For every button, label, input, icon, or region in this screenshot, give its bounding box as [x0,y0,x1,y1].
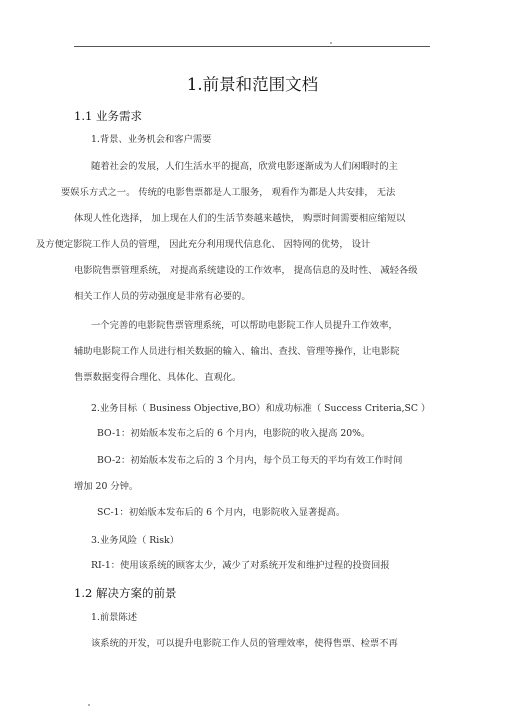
bo-2-continuation: 增加 20 分钟。 [74,481,139,492]
body-line: 电影院售票管理系统， 对提高系统建设的工作效率， 提高信息的及时性、 减轻各级 [74,265,418,276]
bo-2-item: BO-2：初始版本发布之后的 3 个月内，每个员工每天的平均有效工作时间 [97,455,403,466]
body-line: 该系统的开发，可以提升电影院工作人员的管理效率，使得售票、检票不再 [91,638,398,649]
header-rule [74,46,430,47]
header-dot-mark [330,42,332,44]
body-line: 要娱乐方式之一。 传统的电影售票都是人工服务， 观看作为都是人共安排， 无法 [61,187,396,198]
sc-1-item: SC-1：初始版本发布后的 6 个月内，电影院收入显著提高。 [97,507,346,518]
bo-1-item: BO-1：初始版本发布之后的 6 个月内，电影院的收入提高 20%。 [97,428,371,439]
body-line: 售票数据变得合理化、具体化、直观化。 [74,372,242,383]
body-line: 辅助电影院工作人员进行相关数据的输入、输出、查找、管理等操作，让电影院 [74,346,400,357]
body-line: 随着社会的发展，人们生活水平的提高，欣赏电影逐渐成为人们闲暇时的主 [91,161,398,172]
vision-statement-heading: 1.前景陈述 [91,612,138,623]
body-line: 体现人性化选择， 加上现在人们的生活节奏越来越快， 购票时间需要相应缩短以 [74,213,406,224]
business-risk-heading: 3.业务风险（ Risk） [91,535,179,546]
ri-1-item: RI-1：使用该系统的顾客太少，减少了对系统开发和维护过程的投资回报 [91,560,390,571]
section-heading-1-1: 1.1 业务需求 [74,109,142,123]
footer-dot-mark [88,704,90,706]
body-line-background-heading: 1.背景、业务机会和客户需要 [91,134,212,145]
business-goals-heading: 2.业务目标（ Business Objective,BO）和成功标准（ Success Criteria,SC ） [91,403,431,414]
page-title: 1.前景和范围文档 [186,75,319,94]
body-line: 相关工作人员的劳动强度是非常有必要的。 [74,291,251,302]
body-line: 一个完善的电影院售票管理系统，可以帮助电影院工作人员提升工作效率， [91,320,398,331]
body-line: 及方便定影院工作人员的管理， 因此充分利用现代信息化、 因特网的优势， 设计 [36,239,371,250]
section-heading-1-2: 1.2 解决方案的前景 [74,586,177,600]
